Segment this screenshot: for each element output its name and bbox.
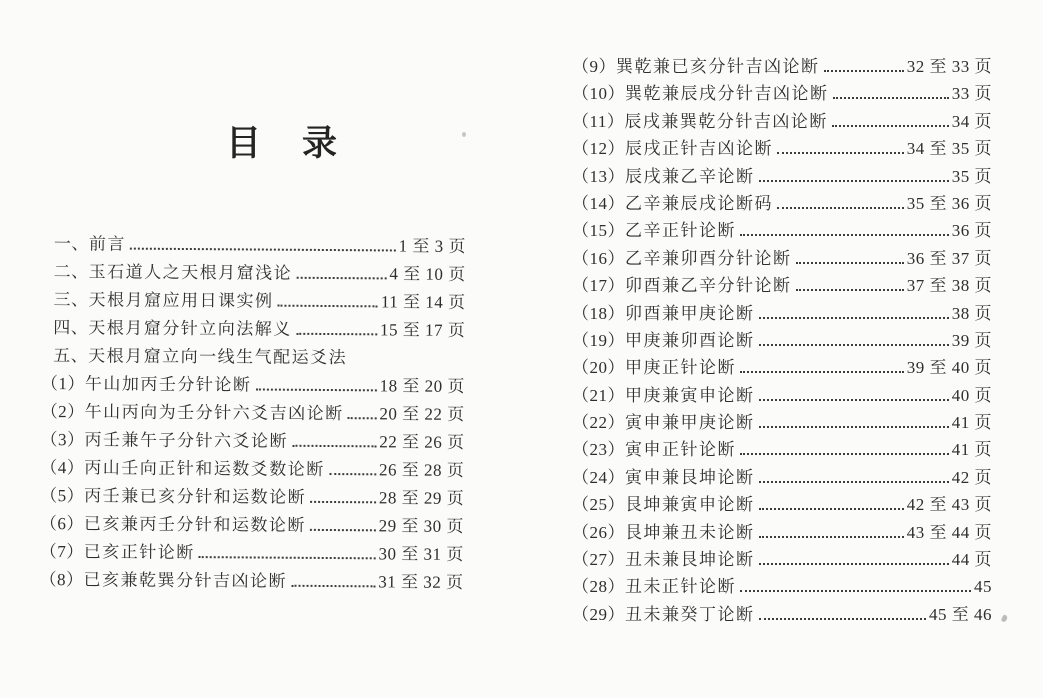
toc-entry-number: （16）: [572, 248, 625, 268]
dot-leader: [777, 207, 904, 209]
dot-leader: [833, 97, 949, 99]
dot-leader: [329, 473, 376, 475]
toc-entry-title: 天根月窟立向一线生气配运爻法: [88, 346, 348, 368]
toc-entry: [572, 162, 992, 189]
toc-entry-number: （25）: [572, 495, 625, 515]
toc-entry-pages: 22 至 26 页: [379, 432, 465, 452]
toc-entry: [42, 257, 466, 288]
toc-entry: [572, 216, 992, 243]
toc-entry-number: （5）: [40, 485, 85, 506]
dot-leader: [759, 344, 949, 346]
toc-entry-number: （20）: [572, 358, 625, 378]
toc-entry: [572, 490, 992, 517]
toc-entry-pages: 41 页: [951, 440, 992, 460]
toc-entry-number: （2）: [40, 401, 85, 422]
toc-entry-number: （24）: [572, 467, 625, 487]
toc-entry: [42, 229, 466, 260]
toc-entry-pages: 34 至 35 页: [906, 139, 992, 159]
toc-entry-number: （28）: [572, 577, 625, 597]
toc-entry-title: 前言: [88, 234, 126, 254]
dot-leader: [759, 399, 949, 401]
toc-entry-number: （11）: [572, 111, 625, 131]
toc-entry-title: 甲庚兼卯酉论断: [625, 330, 755, 350]
toc-entry: [41, 369, 465, 400]
dot-leader: [277, 305, 377, 308]
scan-speck: [462, 132, 466, 137]
dot-leader: [759, 618, 927, 620]
toc-entry-title: 玉石道人之天根月窟浅论: [88, 262, 293, 283]
dot-leader: [796, 262, 904, 264]
dot-leader: [740, 453, 949, 455]
toc-entry-title: 丑未兼癸丁论断: [625, 604, 755, 624]
toc-entry: [572, 326, 992, 353]
toc-entry: [572, 299, 992, 326]
toc-entry-title: 艮坤兼丑未论断: [625, 522, 755, 542]
toc-entry-title: 甲庚正针论断: [625, 358, 736, 378]
toc-entry-title: 乙辛兼辰戌论断码: [625, 193, 773, 213]
toc-entry: [572, 408, 992, 435]
toc-entry: [572, 189, 992, 216]
toc-entry-number: （12）: [572, 139, 625, 159]
dot-leader: [740, 234, 949, 236]
toc-entry-pages: 32 至 33 页: [906, 57, 992, 76]
toc-entry: [572, 572, 992, 599]
toc-entry: [572, 381, 992, 408]
toc-list-left: [39, 229, 466, 596]
toc-entry: [40, 453, 464, 484]
toc-entry-title: 卯酉兼乙辛分针论断: [625, 276, 792, 296]
toc-entry-pages: 35 页: [951, 166, 992, 186]
toc-entry-title: 寅申正针论断: [625, 440, 736, 460]
toc-list-right: [572, 52, 992, 627]
toc-entry-title: 乙辛兼卯酉分针论断: [625, 248, 792, 268]
toc-entry-title: 寅申兼艮坤论断: [625, 467, 755, 487]
toc-entry: [572, 79, 992, 106]
toc-entry-title: 天根月窟应用日课实例: [88, 290, 274, 311]
toc-entry: [572, 52, 992, 79]
toc-entry: [572, 107, 992, 134]
toc-entry-number: （9）: [572, 57, 616, 76]
toc-entry-number: （29）: [572, 604, 625, 624]
toc-entry: [572, 353, 992, 380]
toc-entry-pages: 36 页: [951, 221, 992, 241]
toc-entry-number: （17）: [572, 276, 625, 296]
toc-entry-pages: 38 页: [951, 303, 992, 323]
dot-leader: [759, 508, 904, 510]
toc-entry-title: 甲庚兼寅申论断: [625, 385, 755, 405]
toc-entry-pages: 40 页: [951, 385, 992, 405]
toc-entry-pages: 28 至 29 页: [378, 488, 465, 508]
toc-entry-number: （23）: [572, 440, 625, 460]
toc-entry-number: （18）: [572, 303, 625, 323]
page-title: 目 录: [226, 124, 341, 163]
toc-entry-pages: 33 页: [951, 84, 992, 104]
toc-entry-pages: 45: [974, 577, 992, 597]
toc-entry-pages: 35 至 36 页: [906, 193, 992, 213]
toc-entry-title: 乙辛正针论断: [625, 221, 736, 241]
toc-entry-pages: 31 至 32 页: [378, 572, 464, 592]
toc-entry-title: 巽乾兼已亥分针吉凶论断: [616, 57, 820, 76]
toc-entry-pages: 30 至 31 页: [378, 544, 464, 564]
toc-entry-pages: 45 至 46: [929, 604, 992, 624]
dot-leader: [199, 556, 376, 559]
dot-leader: [740, 590, 971, 592]
dot-leader: [255, 388, 376, 391]
toc-entry: [572, 463, 992, 490]
toc-entry-number: （13）: [572, 166, 625, 186]
toc-entry-pages: 39 至 40 页: [906, 358, 992, 378]
dot-leader: [740, 371, 904, 373]
toc-entry-pages: 42 至 43 页: [906, 495, 992, 515]
toc-entry-pages: 11 至 14 页: [380, 292, 466, 312]
toc-entry-pages: 42 页: [951, 467, 992, 487]
toc-entry-number: （7）: [39, 541, 84, 562]
toc-entry-title: 已亥正针论断: [83, 542, 195, 563]
toc-entry-pages: 34 页: [951, 111, 992, 131]
toc-entry-number: （19）: [572, 330, 625, 350]
dot-leader: [759, 426, 949, 428]
toc-entry-number: 一、: [53, 234, 89, 254]
dot-leader: [130, 248, 396, 252]
toc-entry-number: （14）: [572, 193, 625, 213]
toc-entry-pages: 41 页: [951, 413, 992, 433]
toc-entry: [572, 600, 992, 627]
toc-entry-number: （8）: [39, 569, 84, 590]
toc-entry-title: 巽乾兼辰戌分针吉凶论断: [625, 84, 829, 104]
toc-entry: [572, 435, 992, 462]
toc-entry: [572, 271, 992, 298]
toc-entry-title: 丙壬兼已亥分针和运数论断: [84, 486, 307, 507]
toc-entry-number: （1）: [40, 373, 85, 394]
toc-entry-number: （15）: [572, 221, 625, 241]
toc-entry-title: 辰戌正针吉凶论断: [625, 139, 773, 159]
dot-leader: [291, 585, 375, 588]
dot-leader: [832, 125, 949, 127]
toc-entry-number: （21）: [572, 385, 625, 405]
toc-entry-title: 丑未正针论断: [625, 577, 736, 597]
toc-entry: [41, 397, 465, 428]
toc-entry: [39, 565, 463, 596]
scan-speck: [1001, 614, 1008, 622]
toc-entry: [41, 341, 465, 372]
dot-leader: [759, 563, 949, 565]
toc-entry-title: 丙山壬向正针和运数爻数论断: [84, 458, 325, 479]
toc-entry-title: 艮坤兼寅申论断: [625, 495, 755, 515]
toc-entry: [40, 509, 464, 540]
toc-entry-title: 午山丙向为壬分针六爻吉凶论断: [84, 402, 344, 424]
toc-entry-title: 已亥兼乾巽分针吉凶论断: [83, 570, 288, 591]
toc-entry: [40, 481, 464, 512]
toc-entry-number: 二、: [53, 262, 89, 282]
toc-entry-pages: 37 至 38 页: [906, 276, 992, 296]
toc-entry-pages: 39 页: [951, 330, 992, 350]
toc-entry-title: 已亥兼丙壬分针和运数论断: [83, 514, 307, 535]
dot-leader: [824, 70, 904, 72]
toc-entry: [41, 313, 465, 344]
toc-entry-number: （26）: [572, 522, 625, 542]
dot-leader: [296, 333, 377, 336]
toc-entry-number: 五、: [53, 346, 89, 366]
toc-entry-number: （22）: [572, 413, 625, 433]
toc-entry-pages: 15 至 17 页: [379, 320, 466, 340]
toc-entry: [572, 545, 992, 572]
toc-entry-title: 寅申兼甲庚论断: [625, 413, 755, 433]
dot-leader: [348, 417, 377, 419]
toc-entry-pages: 26 至 28 页: [379, 460, 465, 480]
toc-entry-number: （10）: [572, 84, 625, 104]
toc-entry-title: 丙壬兼午子分针六爻论断: [84, 430, 289, 451]
toc-entry: [572, 244, 992, 271]
dot-leader: [292, 445, 376, 448]
toc-entry-pages: 1 至 3 页: [398, 236, 466, 256]
dot-leader: [777, 152, 904, 154]
toc-entry-number: （27）: [572, 550, 625, 570]
toc-entry-title: 午山加丙壬分针论断: [84, 374, 252, 395]
toc-entry-number: （4）: [40, 457, 85, 478]
toc-entry-pages: 29 至 30 页: [378, 516, 464, 536]
toc-entry-title: 丑未兼艮坤论断: [625, 550, 755, 570]
toc-entry: [40, 537, 464, 568]
toc-entry-title: 天根月窟分针立向法解义: [88, 318, 292, 339]
toc-entry: [572, 134, 992, 161]
dot-leader: [310, 529, 376, 531]
dot-leader: [759, 180, 949, 182]
toc-entry-pages: 36 至 37 页: [906, 248, 992, 268]
toc-entry-pages: 18 至 20 页: [379, 376, 465, 396]
toc-entry-title: 辰戌兼乙辛论断: [625, 166, 755, 186]
toc-entry-pages: 4 至 10 页: [389, 264, 466, 284]
toc-entry-number: 三、: [53, 290, 89, 310]
toc-entry: [572, 518, 992, 545]
toc-entry-title: 辰戌兼巽乾分针吉凶论断: [624, 111, 828, 131]
toc-entry-number: （6）: [39, 513, 85, 534]
toc-entry: [41, 285, 465, 316]
dot-leader: [759, 317, 949, 319]
toc-entry-pages: 20 至 22 页: [379, 404, 465, 424]
dot-leader: [310, 501, 376, 503]
toc-entry-number: 四、: [53, 318, 89, 338]
dot-leader: [796, 289, 904, 291]
toc-entry-title: 卯酉兼甲庚论断: [625, 303, 755, 323]
toc-entry-pages: 43 至 44 页: [906, 522, 992, 542]
toc-entry: [40, 425, 464, 456]
dot-leader: [759, 536, 904, 538]
dot-leader: [759, 481, 949, 483]
toc-entry-number: （3）: [40, 429, 85, 450]
toc-entry-pages: 44 页: [951, 550, 992, 570]
dot-leader: [296, 277, 386, 280]
